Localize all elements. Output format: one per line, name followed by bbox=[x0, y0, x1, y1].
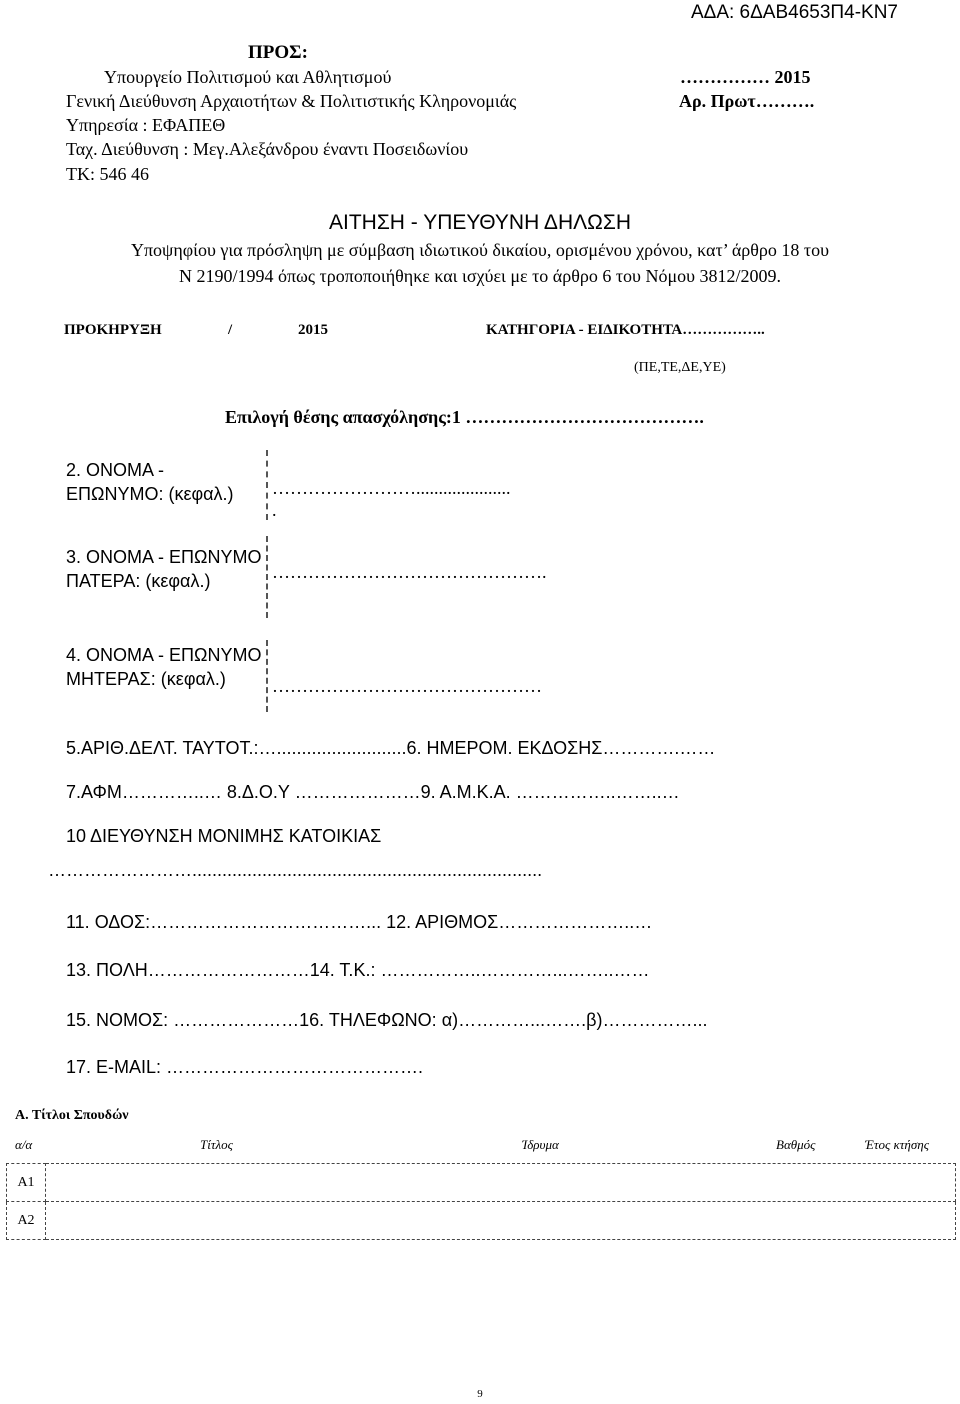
address-heading: 10 ΔΙΕΥΘΥΝΣΗ ΜΟΝΙΜΗΣ ΚΑΤΟΙΚΙΑΣ bbox=[66, 826, 382, 846]
prefecture-phone-line[interactable]: 15. ΝΟΜΟΣ: …………………16. ΤΗΛΕΦΩΝΟ: α)…………...…….β)……………... bbox=[66, 1010, 708, 1030]
field-divider bbox=[266, 450, 268, 520]
table-cell[interactable] bbox=[46, 1164, 956, 1202]
email-line[interactable]: 17. E-MAIL: ……………………………………. bbox=[66, 1057, 424, 1077]
recipient-street: Ταχ. Διεύθυνση : Μεγ.Αλεξάνδρου έναντι Ποσειδωνίου bbox=[66, 139, 469, 159]
table-row bbox=[7, 1164, 956, 1202]
field-value-name-cont: . bbox=[272, 500, 277, 520]
row-id: Α1 bbox=[7, 1164, 46, 1202]
recipient-ministry: Υπουργείο Πολιτισμού και Αθλητισμού bbox=[104, 67, 392, 87]
col-header-title: Τίτλος bbox=[200, 1137, 233, 1152]
field-value-father-name[interactable]: ………………………………………. bbox=[272, 562, 547, 582]
proclamation-slash: / bbox=[228, 322, 233, 338]
protocol-line: Αρ. Πρωτ………. bbox=[679, 91, 815, 111]
col-header-year: Έτος κτήσης bbox=[865, 1137, 929, 1152]
recipient-postcode: ΤΚ: 546 46 bbox=[66, 164, 149, 184]
titles-heading: Α. Τίτλοι Σπουδών bbox=[15, 1108, 129, 1123]
field-label-father-name: 3. ΟΝΟΜΑ - ΕΠΩΝΥΜΟ ΠΑΤΕΡΑ: (κεφαλ.) bbox=[66, 547, 262, 591]
form-title: ΑΙΤΗΣΗ - ΥΠΕΥΘΥΝΗ ΔΗΛΩΣΗ bbox=[328, 211, 631, 234]
recipient-service: Υπηρεσία : ΕΦΑΠΕΘ bbox=[66, 115, 226, 135]
ada-code: ΑΔΑ: 6ΔΑΒ4653Π4-ΚΝ7 bbox=[690, 2, 898, 23]
field-value-mother-name[interactable]: ……………………………………… bbox=[272, 676, 542, 696]
address-value[interactable]: ……………………...................................................................... bbox=[48, 860, 543, 880]
form-subtitle-line1: Υποψηφίου για πρόσληψη με σύμβαση ιδιωτικού δικαίου, ορισμένου χρόνου, κατ’ άρθρο 18 του bbox=[130, 240, 830, 260]
recipient-directorate: Γενική Διεύθυνση Αρχαιοτήτων & Πολιτιστικής Κληρονομιάς bbox=[66, 91, 517, 111]
field-label-mother-name: 4. ΟΝΟΜΑ - ΕΠΩΝΥΜΟ ΜΗΤΕΡΑΣ: (κεφαλ.) bbox=[66, 645, 262, 689]
field-divider bbox=[266, 536, 268, 618]
city-line[interactable]: 13. ΠΟΛΗ………………………14. Τ.Κ.: ……………..…………...……..…… bbox=[66, 960, 650, 980]
id-card-line[interactable]: 5.ΑΡΙΘ.ΔΕΛΤ. ΤΑΥΤΟΤ.:…..........................6. ΗΜΕΡΟΜ. ΕΚΔΟΣΗΣ………….…… bbox=[66, 738, 716, 758]
field-divider bbox=[266, 640, 268, 712]
page-number: 9 bbox=[477, 1388, 483, 1400]
position-choice: Επιλογή θέσης απασχόλησης:1 …………………………………. bbox=[225, 407, 704, 427]
street-line[interactable]: 11. ΟΔΟΣ:………………………………... 12. ΑΡΙΘΜΟΣ…………………..… bbox=[66, 912, 653, 932]
col-header-grade: Βαθμός bbox=[776, 1137, 816, 1152]
tax-line[interactable]: 7.ΑΦΜ…………..… 8.Δ.Ο.Υ …………………9. Α.Μ.Κ.Α. ……………..……..… bbox=[66, 782, 680, 802]
category-hint: (ΠΕ,ΤΕ,ΔΕ,ΥΕ) bbox=[634, 360, 726, 375]
col-header-aa: α/α bbox=[15, 1137, 33, 1152]
field-label-name: 2. ΟΝΟΜΑ - ΕΠΩΝΥΜΟ: (κεφαλ.) bbox=[66, 460, 234, 504]
table-cell[interactable] bbox=[46, 1202, 956, 1240]
to-label: ΠΡΟΣ: bbox=[248, 42, 308, 63]
proclamation-year: 2015 bbox=[298, 322, 328, 338]
form-subtitle-line2: Ν 2190/1994 όπως τροποποιήθηκε και ισχύει με το άρθρο 6 του Νόμου 3812/2009. bbox=[178, 266, 782, 286]
field-value-name[interactable]: ……………………..................... bbox=[272, 478, 511, 498]
col-header-institution: Ίδρυμα bbox=[522, 1137, 559, 1152]
proclamation-label: ΠΡΟΚΗΡΥΞΗ bbox=[64, 322, 162, 338]
date-line: …………… 2015 bbox=[680, 67, 811, 87]
table-row bbox=[7, 1202, 956, 1240]
row-id: Α2 bbox=[7, 1202, 46, 1240]
category-specialty: ΚΑΤΗΓΟΡΙΑ - ΕΙΔΙΚΟΤΗΤΑ…………….. bbox=[486, 322, 765, 338]
titles-table bbox=[6, 1163, 956, 1240]
